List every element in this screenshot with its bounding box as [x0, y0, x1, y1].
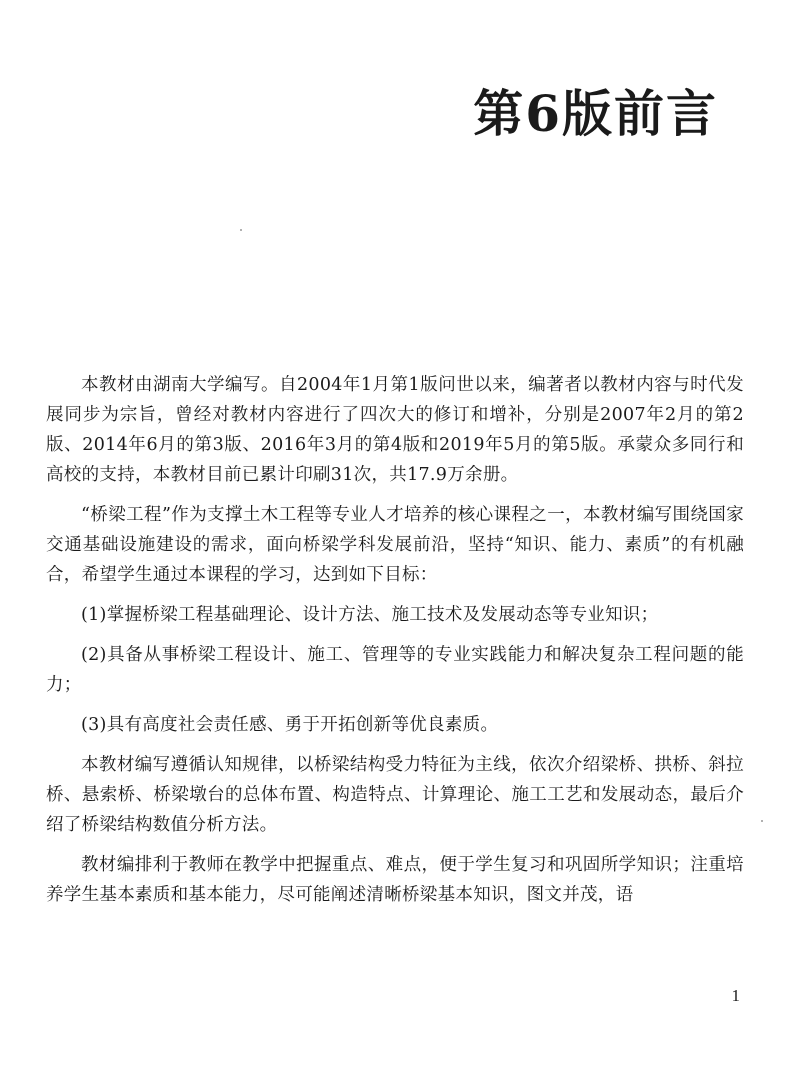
print-speck — [761, 820, 763, 822]
goal-item-2: (2)具备从事桥梁工程设计、施工、管理等的专业实践能力和解决复杂工程问题的能力； — [46, 645, 744, 695]
paragraph-structure: 本教材编写遵循认知规律，以桥梁结构受力特征为主线，依次介绍梁桥、拱桥、斜拉桥、悬索桥、桥梁墩台的总体布置、构造特点、计算理论、施工工艺和发展动态，最后介绍了桥梁结构数值分析方法。 — [46, 755, 744, 835]
paragraph-course-goals: “桥梁工程”作为支撑土木工程等专业人才培养的核心课程之一，本教材编写围绕国家交通基础设施建设的需求，面向桥梁学科发展前沿，坚持“知识、能力、素质”的有机融合，希望学生通过本课程的学习，达到如下目标： — [46, 505, 744, 585]
paragraph-layout: 教材编排利于教师在教学中把握重点、难点，便于学生复习和巩固所学知识；注重培养学生基本素质和基本能力，尽可能阐述清晰桥梁基本知识，图文并茂，语 — [46, 855, 744, 905]
paragraph-intro: 本教材由湖南大学编写。自2004年1月第1版问世以来，编著者以教材内容与时代发展同步为宗旨，曾经对教材内容进行了四次大的修订和增补，分别是2007年2月的第2版、2014年6月的第3版、2016年3月的第4版和2019年5月的第5版。承蒙众多同行和高校的支持，本教材目前已累计印刷31次，共17.9万余册。 — [46, 375, 744, 485]
page-title: 第6版前言 — [473, 84, 718, 143]
goal-item-1: (1)掌握桥梁工程基础理论、设计方法、施工技术及发展动态等专业知识； — [81, 605, 659, 625]
page-number: 1 — [731, 986, 740, 1005]
print-speck — [240, 229, 242, 231]
preface-body — [46, 370, 744, 920]
goal-item-3: (3)具有高度社会责任感、勇于开拓创新等优良素质。 — [81, 715, 499, 735]
